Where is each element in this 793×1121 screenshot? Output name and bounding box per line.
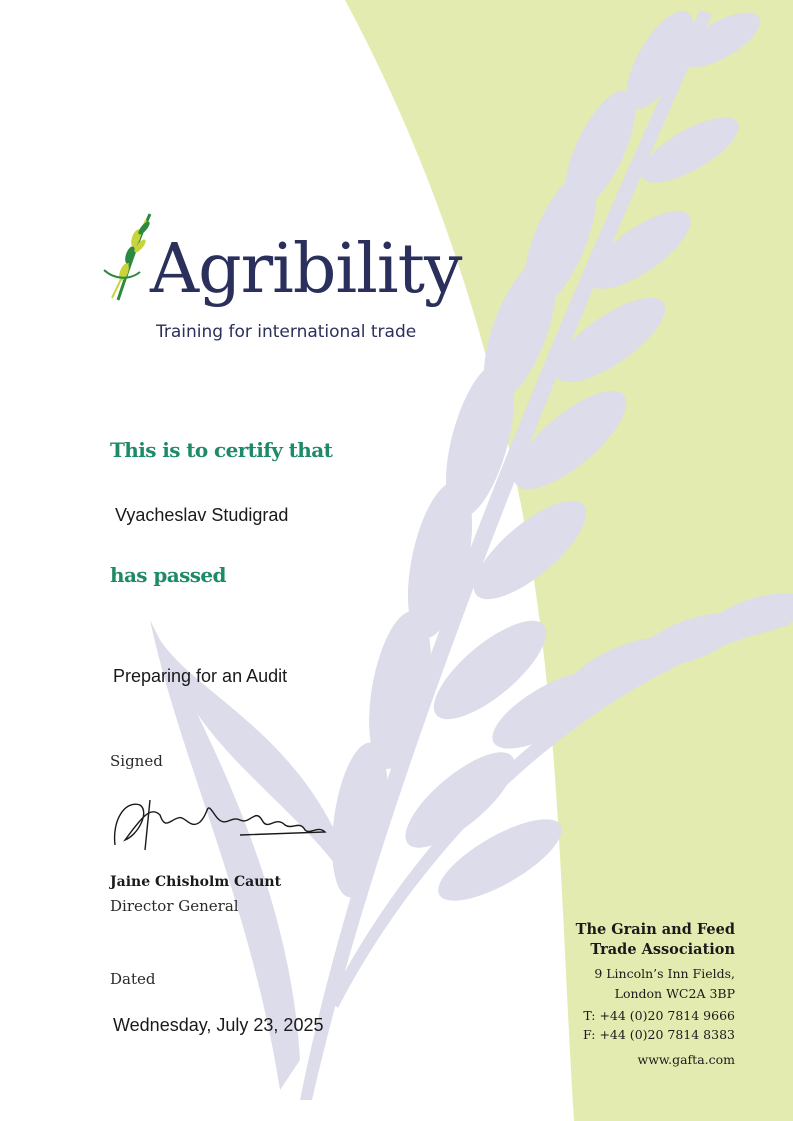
certify-heading: This is to certify that [110,438,333,462]
course-name: Preparing for an Audit [113,666,288,686]
association-name-line1: The Grain and Feed [575,921,735,938]
logo-tagline: Training for international trade [156,322,417,342]
recipient-name: Vyacheslav Studigrad [115,505,289,525]
association-address [594,964,735,1004]
phone-number: T: +44 (0)20 7814 9666 [583,1008,735,1023]
logo-wordmark: Agribility [150,230,462,309]
signatory-title: Director General [110,897,239,915]
logo-wheat-icon [104,214,151,300]
signed-label: Signed [110,752,163,770]
passed-heading: has passed [110,563,226,587]
signatory-name: Jaine Chisholm Caunt [110,874,282,890]
dated-label: Dated [110,970,156,988]
association-name-line2: Trade Association [590,941,735,958]
address-line1: 9 Lincoln’s Inn Fields, [594,966,735,981]
address-line2: London WC2A 3BP [614,986,735,1001]
association-website[interactable]: www.gafta.com [637,1052,735,1067]
association-contact [583,1006,735,1044]
fax-number: F: +44 (0)20 7814 8383 [583,1027,735,1042]
association-name [576,920,735,960]
certificate-date: Wednesday, July 23, 2025 [113,1015,324,1035]
